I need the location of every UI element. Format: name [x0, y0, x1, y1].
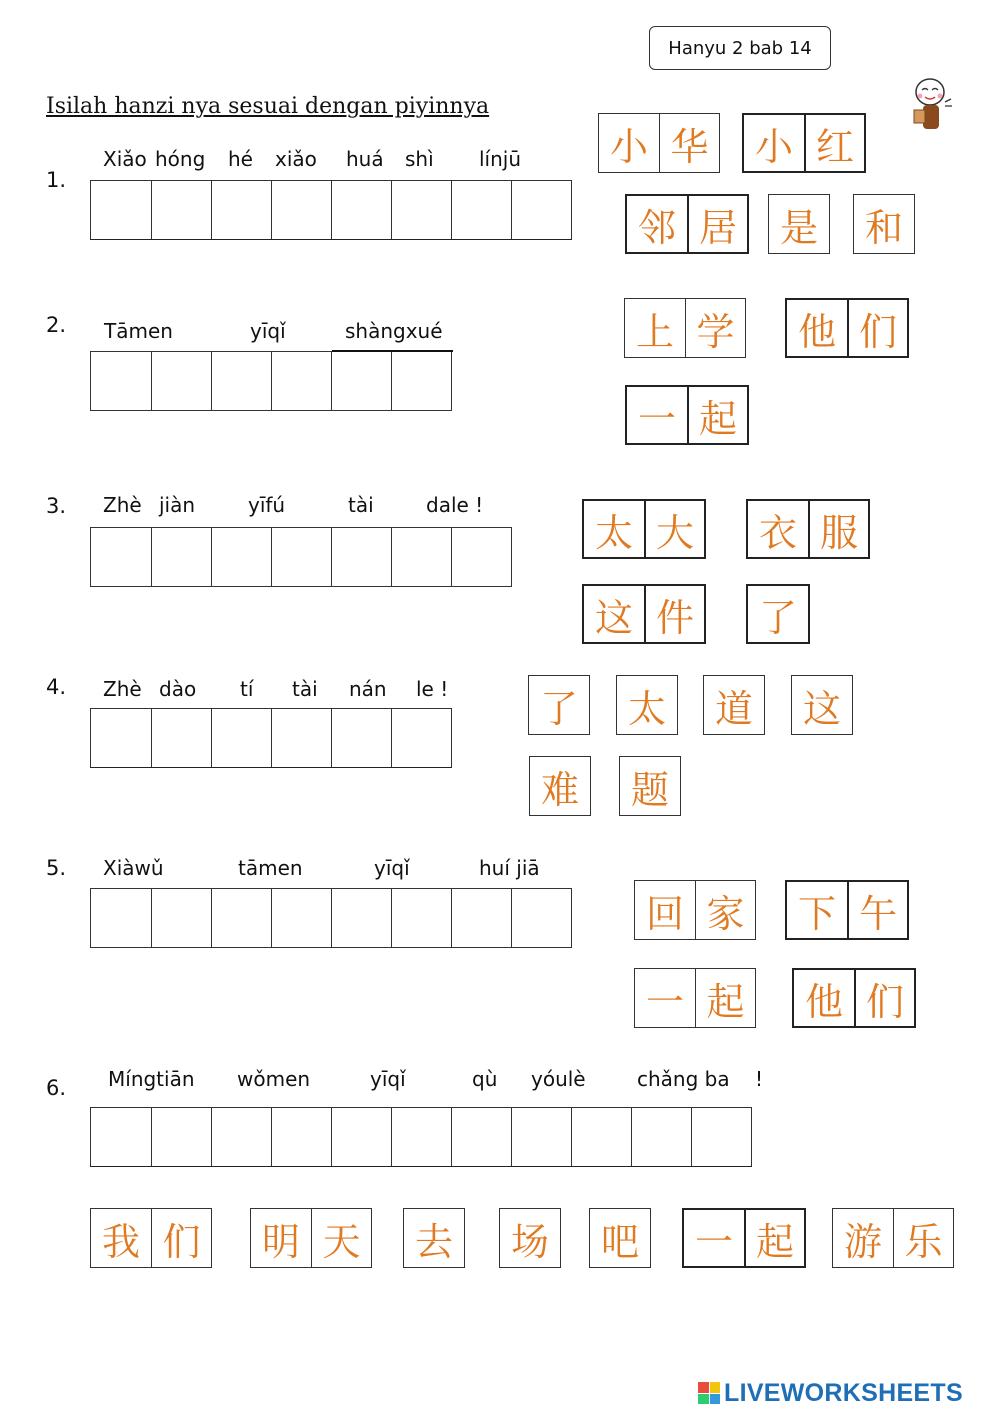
answer-box-row	[90, 1107, 752, 1167]
hanzi-char[interactable]: 起	[687, 387, 747, 443]
answer-drop-box[interactable]	[391, 1108, 451, 1166]
hanzi-char[interactable]: 件	[644, 586, 704, 642]
answer-drop-box[interactable]	[91, 528, 151, 586]
pinyin-word: yīqǐ	[250, 319, 286, 343]
hanzi-char[interactable]: 题	[630, 767, 669, 812]
pinyin-word: shàngxué	[345, 319, 443, 343]
hanzi-char[interactable]: 午	[847, 882, 907, 938]
hanzi-tile[interactable]	[90, 1208, 212, 1268]
hanzi-tile[interactable]	[582, 499, 706, 559]
hanzi-tile[interactable]	[625, 194, 749, 254]
hanzi-char[interactable]: 了	[539, 686, 578, 731]
hanzi-tile[interactable]	[703, 675, 765, 735]
hanzi-tile[interactable]	[832, 1208, 954, 1268]
hanzi-char[interactable]: 们	[847, 300, 907, 356]
answer-drop-box[interactable]	[331, 528, 391, 586]
answer-box-row	[90, 888, 572, 948]
hanzi-tile[interactable]	[616, 675, 678, 735]
answer-drop-box[interactable]	[331, 181, 391, 239]
hanzi-char[interactable]: 居	[687, 196, 747, 252]
pinyin-word: Tāmen	[104, 319, 173, 343]
pinyin-word: chǎng ba	[637, 1067, 730, 1091]
hanzi-char[interactable]: 小	[754, 124, 793, 169]
answer-drop-box[interactable]	[391, 352, 451, 410]
hanzi-tile[interactable]	[589, 1208, 651, 1268]
answer-drop-box[interactable]	[271, 709, 331, 767]
hanzi-tile[interactable]	[528, 675, 590, 735]
question-number: 5.	[46, 856, 67, 880]
hanzi-tile[interactable]	[619, 756, 681, 816]
hanzi-char[interactable]: 大	[644, 501, 704, 557]
answer-drop-box[interactable]	[331, 352, 391, 410]
question-number: 3.	[46, 494, 67, 518]
instruction-text: Isilah hanzi nya sesuai dengan piyinnya	[46, 94, 490, 119]
answer-drop-box[interactable]	[511, 1108, 571, 1166]
answer-drop-box[interactable]	[211, 889, 271, 947]
hanzi-char[interactable]: 太	[594, 510, 633, 555]
answer-drop-box[interactable]	[691, 1108, 751, 1166]
hanzi-char[interactable]: 一	[645, 979, 684, 1024]
hanzi-char[interactable]: 天	[311, 1209, 371, 1267]
pinyin-word: le !	[416, 677, 449, 701]
answer-drop-box[interactable]	[451, 528, 511, 586]
hanzi-tile[interactable]	[785, 880, 909, 940]
answer-drop-box[interactable]	[511, 181, 571, 239]
hanzi-tile[interactable]	[785, 298, 909, 358]
hanzi-tile[interactable]	[625, 385, 749, 445]
pinyin-word: tài	[348, 493, 374, 517]
pinyin-word: nán	[349, 677, 387, 701]
header-tag: Hanyu 2 bab 14	[649, 26, 831, 70]
hanzi-char[interactable]: 道	[714, 686, 753, 731]
pinyin-word: tāmen	[238, 856, 303, 880]
hanzi-char[interactable]: 们	[151, 1209, 211, 1267]
answer-drop-box[interactable]	[451, 1108, 511, 1166]
pinyin-word: qù	[472, 1067, 498, 1091]
pinyin-word: Xiǎo	[103, 147, 147, 171]
hanzi-char[interactable]: 乐	[893, 1209, 953, 1267]
hanzi-char[interactable]: 难	[540, 767, 579, 812]
hanzi-char[interactable]: 明	[261, 1219, 300, 1264]
answer-drop-box[interactable]	[151, 1108, 211, 1166]
hanzi-char[interactable]: 这	[594, 595, 633, 640]
liveworksheets-logo-icon	[698, 1382, 720, 1404]
pinyin-word: huí jiā	[479, 856, 540, 880]
pinyin-word: tài	[292, 677, 318, 701]
answer-box-row	[90, 708, 452, 768]
hanzi-tile[interactable]	[598, 113, 720, 173]
pinyin-word: Zhè	[103, 493, 142, 517]
liveworksheets-logo	[698, 1380, 963, 1406]
pinyin-word: hé	[228, 147, 253, 171]
question-number: 6.	[46, 1076, 67, 1100]
answer-drop-box[interactable]	[91, 709, 151, 767]
hanzi-tile[interactable]	[746, 584, 810, 644]
student-mascot-icon	[905, 74, 955, 134]
divider	[332, 350, 453, 352]
hanzi-tile[interactable]	[403, 1208, 465, 1268]
hanzi-char[interactable]: 我	[101, 1219, 140, 1264]
pinyin-word: yīqǐ	[370, 1067, 406, 1091]
answer-drop-box[interactable]	[91, 181, 151, 239]
hanzi-char[interactable]: 一	[637, 396, 676, 441]
answer-drop-box[interactable]	[151, 709, 211, 767]
hanzi-char[interactable]: 下	[797, 891, 836, 936]
answer-drop-box[interactable]	[331, 889, 391, 947]
hanzi-tile[interactable]	[634, 880, 756, 940]
hanzi-char[interactable]: 起	[695, 969, 755, 1027]
answer-drop-box[interactable]	[451, 889, 511, 947]
hanzi-char[interactable]: 和	[864, 205, 903, 250]
answer-drop-box[interactable]	[391, 709, 451, 767]
hanzi-tile[interactable]	[768, 194, 830, 254]
hanzi-tile[interactable]	[792, 968, 916, 1028]
hanzi-char[interactable]: 游	[843, 1219, 882, 1264]
pinyin-word: línjū	[479, 147, 522, 171]
answer-box-row	[90, 527, 512, 587]
hanzi-char[interactable]: 回	[645, 891, 684, 936]
answer-drop-box[interactable]	[211, 181, 271, 239]
hanzi-char[interactable]: 服	[808, 501, 868, 557]
hanzi-tile[interactable]	[250, 1208, 372, 1268]
hanzi-char[interactable]: 上	[635, 309, 674, 354]
hanzi-char[interactable]: 场	[510, 1219, 549, 1264]
question-number: 1.	[46, 168, 67, 192]
hanzi-tile[interactable]	[529, 756, 591, 816]
logo-text: LIVEWORKSHEETS	[724, 1378, 963, 1407]
answer-drop-box[interactable]	[211, 528, 271, 586]
pinyin-word: xiǎo	[275, 147, 317, 171]
answer-drop-box[interactable]	[331, 1108, 391, 1166]
pinyin-word: dale !	[426, 493, 484, 517]
answer-drop-box[interactable]	[271, 181, 331, 239]
answer-drop-box[interactable]	[271, 889, 331, 947]
answer-drop-box[interactable]	[271, 528, 331, 586]
hanzi-char[interactable]: 们	[854, 970, 914, 1026]
answer-drop-box[interactable]	[151, 889, 211, 947]
pinyin-word: Zhè	[103, 677, 142, 701]
answer-drop-box[interactable]	[91, 889, 151, 947]
hanzi-char[interactable]: 小	[609, 124, 648, 169]
answer-drop-box[interactable]	[151, 352, 211, 410]
pinyin-word: tí	[240, 677, 254, 701]
question-number: 2.	[46, 313, 67, 337]
pinyin-word: wǒmen	[237, 1067, 311, 1091]
answer-drop-box[interactable]	[391, 528, 451, 586]
hanzi-tile[interactable]	[682, 1208, 806, 1268]
pinyin-word: dào	[159, 677, 197, 701]
hanzi-tile[interactable]	[582, 584, 706, 644]
answer-drop-box[interactable]	[151, 528, 211, 586]
pinyin-word: !	[755, 1067, 764, 1091]
hanzi-char[interactable]: 太	[627, 686, 666, 731]
hanzi-char[interactable]: 华	[659, 114, 719, 172]
hanzi-char[interactable]: 是	[779, 205, 818, 250]
hanzi-char[interactable]: 他	[797, 309, 836, 354]
hanzi-char[interactable]: 衣	[758, 510, 797, 555]
answer-drop-box[interactable]	[391, 181, 451, 239]
hanzi-tile[interactable]	[791, 675, 853, 735]
hanzi-char[interactable]: 家	[695, 881, 755, 939]
hanzi-char[interactable]: 他	[804, 979, 843, 1024]
hanzi-tile[interactable]	[634, 968, 756, 1028]
hanzi-char[interactable]: 了	[758, 595, 797, 640]
hanzi-char[interactable]: 这	[802, 686, 841, 731]
hanzi-tile[interactable]	[746, 499, 870, 559]
answer-box-row	[90, 180, 572, 240]
answer-drop-box[interactable]	[211, 352, 271, 410]
answer-drop-box[interactable]	[391, 889, 451, 947]
pinyin-word: yīfú	[248, 493, 286, 517]
hanzi-tile[interactable]	[624, 298, 746, 358]
pinyin-word: Míngtiān	[108, 1067, 195, 1091]
hanzi-char[interactable]: 邻	[637, 205, 676, 250]
hanzi-char[interactable]: 红	[804, 115, 864, 171]
pinyin-word: hóng	[155, 147, 206, 171]
hanzi-tile[interactable]	[853, 194, 915, 254]
answer-drop-box[interactable]	[151, 181, 211, 239]
question-number: 4.	[46, 675, 67, 699]
hanzi-char[interactable]: 学	[685, 299, 745, 357]
hanzi-char[interactable]: 起	[744, 1210, 804, 1266]
hanzi-char[interactable]: 去	[414, 1219, 453, 1264]
hanzi-char[interactable]: 一	[694, 1219, 733, 1264]
hanzi-tile[interactable]	[499, 1208, 561, 1268]
pinyin-word: jiàn	[159, 493, 196, 517]
answer-drop-box[interactable]	[631, 1108, 691, 1166]
answer-drop-box[interactable]	[451, 181, 511, 239]
answer-drop-box[interactable]	[211, 1108, 271, 1166]
answer-drop-box[interactable]	[91, 352, 151, 410]
answer-drop-box[interactable]	[571, 1108, 631, 1166]
pinyin-word: yīqǐ	[374, 856, 410, 880]
hanzi-char[interactable]: 吧	[600, 1219, 639, 1264]
answer-box-row	[90, 351, 452, 411]
answer-drop-box[interactable]	[91, 1108, 151, 1166]
pinyin-word: yóulè	[531, 1067, 586, 1091]
answer-drop-box[interactable]	[331, 709, 391, 767]
answer-drop-box[interactable]	[211, 709, 271, 767]
pinyin-word: Xiàwǔ	[103, 856, 164, 880]
answer-drop-box[interactable]	[271, 1108, 331, 1166]
pinyin-word: huá	[346, 147, 384, 171]
pinyin-word: shì	[405, 147, 434, 171]
answer-drop-box[interactable]	[511, 889, 571, 947]
answer-drop-box[interactable]	[271, 352, 331, 410]
hanzi-tile[interactable]	[742, 113, 866, 173]
